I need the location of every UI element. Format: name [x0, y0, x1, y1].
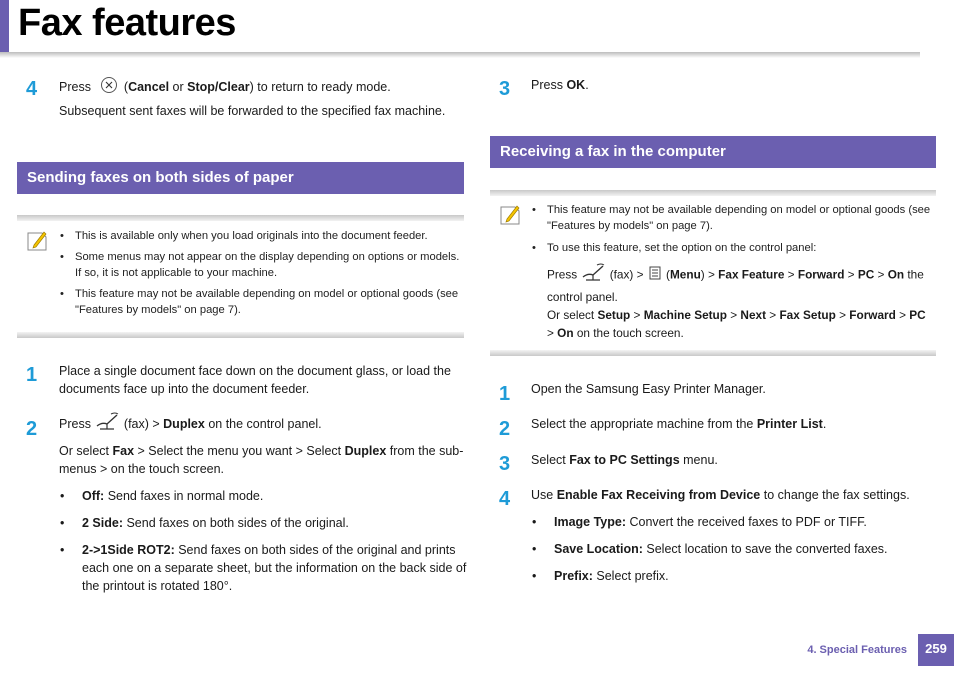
step-text-part: from the sub-menus > on the touch screen.: [59, 444, 464, 476]
fax-label: Fax: [112, 444, 135, 458]
note-text: To use this feature, set the option on the control panel:: [547, 242, 817, 254]
step-text-part: on the touch screen.: [573, 326, 684, 340]
step-text-part: (: [120, 79, 129, 94]
section-heading-receive: Receiving a fax in the computer: [490, 136, 936, 168]
fax-to-pc-settings-label: Fax to PC Settings: [569, 453, 680, 467]
page-title: Fax features: [18, 2, 236, 44]
step-text: [531, 486, 936, 504]
machine-setup-label: Machine Setup: [643, 308, 727, 322]
note-list: [60, 228, 465, 318]
separator: >: [630, 308, 644, 322]
separator: >: [895, 308, 910, 322]
option-label: 2->1Side ROT2:: [82, 543, 175, 557]
step-text-part: Open the Samsung Easy Printer Manager.: [531, 382, 766, 396]
separator: >: [784, 267, 798, 282]
separator: >: [835, 308, 850, 322]
step-text-part: ) >: [700, 267, 719, 282]
option-item: • Prefix: Select prefix.: [532, 569, 669, 583]
option-label: Prefix:: [554, 569, 593, 583]
note-item: • To use this feature, set the option on the control panel:: [532, 242, 817, 254]
option-label: Image Type:: [554, 515, 627, 529]
title-rule: [0, 52, 920, 58]
step-text-part: .: [585, 78, 589, 92]
step-text-part: > Select the menu you want > Select: [134, 444, 345, 458]
setup-label: Setup: [597, 308, 631, 322]
note-item: • This feature may not be available depending on model or optional goods (see "Features by models" on page 7).: [60, 288, 459, 316]
option-text: Select location to save the converted faxes.: [642, 542, 888, 556]
step-text-part: .: [822, 417, 827, 431]
step-text-part: (: [662, 267, 670, 282]
step-subtext: Subsequent sent faxes will be forwarded to the specified fax machine.: [59, 104, 446, 118]
fax-setup-label: Fax Setup: [779, 308, 836, 322]
step-text: [531, 76, 931, 94]
separator: >: [844, 267, 858, 282]
step-text: [531, 380, 931, 398]
forward-label: Forward: [797, 267, 845, 282]
note-item: • This is available only when you load originals into the document feeder.: [60, 230, 428, 242]
option-item: • Save Location: Select location to save the converted faxes.: [532, 542, 888, 556]
option-item: • 2 Side: Send faxes on both sides of the original.: [60, 516, 349, 530]
step-number: 3: [499, 78, 511, 100]
step-number: 1: [499, 383, 511, 405]
cancel-icon: [100, 76, 118, 99]
section-heading-duplex: Sending faxes on both sides of paper: [17, 162, 464, 194]
step-text-part: Or select: [59, 444, 113, 458]
duplex-label: Duplex: [163, 416, 205, 431]
separator: >: [874, 267, 888, 282]
pc-label: PC: [909, 308, 926, 322]
footer-section-label: 4. Special Features: [807, 644, 907, 656]
note-instructions: [547, 263, 935, 342]
option-item: • 2->1Side ROT2: Send faxes on both sides of the original and prints each one on a separate sheet, but the information on the back side of the printout is rotated 180°.: [60, 543, 467, 593]
ok-label: OK: [566, 78, 586, 92]
duplex-label: Duplex: [344, 444, 387, 458]
step-text: [59, 412, 469, 437]
page-number: 259: [918, 634, 954, 666]
option-label: Off:: [82, 489, 105, 503]
note-icon: [498, 203, 522, 230]
step-text: Place a single document face down on the document glass, or load the documents face up into the document feeder.: [59, 364, 451, 396]
step-text-part: Use: [531, 488, 557, 502]
note-text: This feature may not be available depending on model or optional goods (see "Features by models" on page 7).: [75, 288, 459, 316]
pc-label: PC: [857, 267, 875, 282]
note-text: This is available only when you load originals into the document feeder.: [75, 230, 428, 242]
step-number: 4: [499, 488, 511, 510]
step-text-part: Select the appropriate machine from the: [531, 417, 757, 431]
next-label: Next: [740, 308, 766, 322]
step-text-part: on the control panel.: [204, 416, 322, 431]
on-label: On: [557, 326, 574, 340]
step-text: [59, 76, 464, 99]
fax-icon: [94, 412, 120, 437]
stop-clear-label: Stop/Clear: [187, 79, 250, 94]
printer-list-label: Printer List: [756, 417, 823, 431]
note-top-rule: [490, 190, 936, 196]
step-text-part: to change the fax settings.: [760, 488, 910, 502]
menu-icon: [647, 265, 663, 286]
step-number: 2: [499, 418, 511, 440]
note-bottom-rule: [490, 350, 936, 356]
note-item: • This feature may not be available depending on model or optional goods (see "Features by models" on page 7).: [532, 204, 931, 232]
separator: >: [547, 326, 558, 340]
option-text: Convert the received faxes to PDF or TIFF.: [626, 515, 867, 529]
option-text: Send faxes in normal mode.: [104, 489, 264, 503]
note-text: This feature may not be available depending on model or optional goods (see "Features by models" on page 7).: [547, 204, 931, 232]
step-number: 4: [26, 78, 38, 100]
enable-fax-receiving-label: Enable Fax Receiving from Device: [556, 488, 761, 502]
on-label: On: [887, 267, 905, 282]
fax-feature-label: Fax Feature: [718, 267, 785, 282]
step-number: 1: [26, 364, 38, 386]
step-text-part: menu.: [679, 453, 718, 467]
step-text: [531, 415, 931, 433]
step-text-part: (fax) >: [606, 267, 647, 282]
note-text: Some menus may not appear on the display depending on options or models. If so, it is not applicable to your machine.: [75, 251, 460, 279]
step-text-part: the control panel.: [547, 267, 924, 304]
step-text-part: Press: [59, 416, 95, 431]
note-bottom-rule: [17, 332, 464, 338]
step-text-part: Press: [531, 78, 567, 92]
step-text-part: Press: [547, 267, 581, 282]
option-label: Save Location:: [554, 542, 643, 556]
separator: >: [726, 308, 741, 322]
option-item: • Off: Send faxes in normal mode.: [60, 489, 264, 503]
step-text-part: or: [169, 79, 188, 94]
separator: >: [766, 308, 780, 322]
note-top-rule: [17, 215, 464, 221]
menu-label: Menu: [669, 267, 701, 282]
note-icon: [25, 229, 49, 256]
option-text: Send faxes on both sides of the original and prints each one on a separate sheet, but the information on the back side of the printout is rotated 180°.: [82, 543, 467, 593]
step-text-part: (fax) >: [120, 416, 164, 431]
note-item: • Some menus may not appear on the display depending on options or models. If so, it is not applicable to your machine.: [60, 251, 460, 279]
forward-label: Forward: [849, 308, 896, 322]
step-number: 2: [26, 418, 38, 440]
step-text-part: Press: [59, 79, 91, 94]
fax-icon: [580, 263, 606, 288]
option-label: 2 Side:: [82, 516, 123, 530]
step-number: 3: [499, 453, 511, 475]
step-text-part: Select: [531, 453, 570, 467]
option-item: • Image Type: Convert the received faxes to PDF or TIFF.: [532, 515, 867, 529]
title-accent-bar: [0, 0, 9, 52]
step-text: [531, 451, 931, 469]
step-text-part: Or select: [547, 308, 598, 322]
step-text-part: ) to return to ready mode.: [249, 79, 391, 94]
option-text: Select prefix.: [592, 569, 669, 583]
cancel-label: Cancel: [128, 79, 170, 94]
option-text: Send faxes on both sides of the original.: [123, 516, 349, 530]
step-alt-text: [59, 442, 467, 478]
